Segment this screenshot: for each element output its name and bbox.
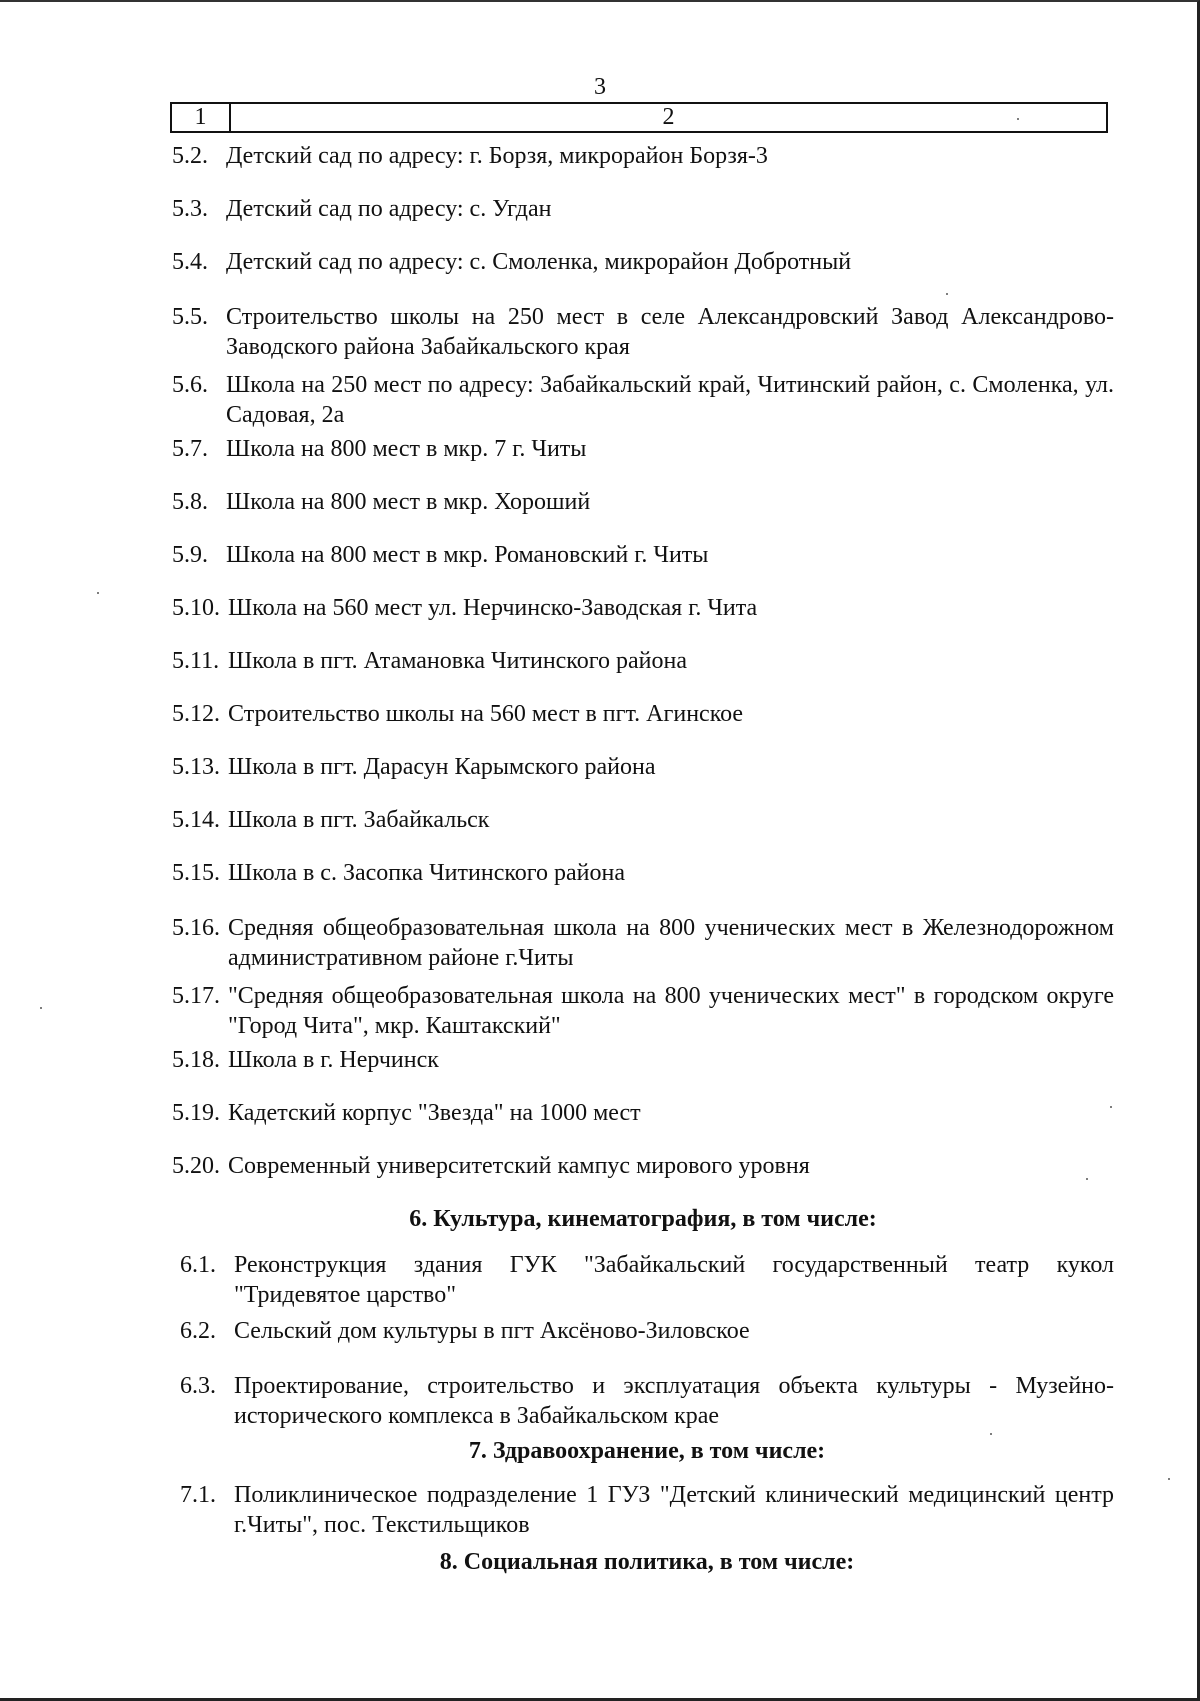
item-number: 5.18. [172, 1047, 220, 1073]
item-text: Реконструкция здания ГУК "Забайкальский государственный театр кукол "Тридевятое царство" [234, 1252, 1114, 1308]
list-item [172, 1151, 1114, 1181]
item-text: Школа в пгт. Атамановка Читинского района [228, 648, 687, 674]
item-text: Строительство школы на 560 мест в пгт. Агинское [228, 701, 744, 727]
scan-speck [97, 592, 99, 594]
item-text: Сельский дом культуры в пгт Аксёново-Зиловское [234, 1318, 750, 1344]
item-text: Школа на 560 мест ул. Нерчинско-Заводская г. Чита [228, 595, 758, 621]
item-number: 6.3. [180, 1373, 216, 1399]
item-number: 5.12. [172, 701, 220, 727]
page-number: 3 [594, 74, 606, 100]
item-text: Кадетский корпус "Звезда" на 1000 мест [228, 1100, 641, 1126]
section-heading-culture: 6. Культура, кинематография, в том числе: [409, 1206, 877, 1232]
scan-speck [1168, 1478, 1170, 1480]
list-item [172, 540, 1114, 570]
item-number: 5.8. [172, 489, 208, 515]
item-number: 7.1. [180, 1482, 216, 1508]
column-1-number: 1 [172, 104, 231, 131]
item-number: 5.5. [172, 304, 208, 330]
section-heading-healthcare: 7. Здравоохранение, в том числе: [468, 1438, 826, 1464]
list-item [172, 247, 1114, 277]
scan-speck [1086, 1178, 1088, 1180]
list-item [172, 646, 1114, 676]
item-text: Поликлиническое подразделение 1 ГУЗ "Детский клинический медицинский центр г.Читы", пос. Текстильщиков [234, 1482, 1114, 1538]
item-number: 6.2. [180, 1318, 216, 1344]
list-item [172, 1045, 1114, 1075]
item-number: 5.15. [172, 860, 220, 886]
item-text: Школа на 800 мест в мкр. Романовский г. Читы [226, 542, 709, 568]
list-item [172, 805, 1114, 835]
item-text: Школа в пгт. Дарасун Карымского района [228, 754, 656, 780]
item-text: Школа на 800 мест в мкр. 7 г. Читы [226, 436, 587, 462]
table-column-header [170, 102, 1108, 133]
list-item [172, 593, 1114, 623]
list-item [172, 858, 1114, 888]
scan-speck [946, 293, 948, 295]
item-text: "Средняя общеобразовательная школа на 800 ученических мест" в городском округе "Город Чита", мкр. Каштакский" [228, 983, 1114, 1039]
list-item [172, 981, 1114, 1041]
list-item [180, 1371, 1114, 1431]
list-item [172, 194, 1114, 224]
list-item [172, 913, 1114, 973]
item-text: Школа в с. Засопка Читинского района [228, 860, 626, 886]
scan-speck [1110, 1106, 1112, 1108]
item-number: 5.7. [172, 436, 208, 462]
item-number: 5.11. [172, 648, 220, 674]
list-item [180, 1480, 1114, 1540]
item-text: Проектирование, строительство и эксплуатация объекта культуры - Музейно-исторического комплекса в Забайкальском крае [234, 1373, 1114, 1429]
item-text: Строительство школы на 250 мест в селе Александровский Завод Александрово-Заводского района Забайкальского края [226, 304, 1114, 360]
list-item [172, 752, 1114, 782]
item-text: Школа на 250 мест по адресу: Забайкальский край, Читинский район, с. Смоленка, ул. Садовая, 2а [226, 372, 1114, 428]
item-text: Детский сад по адресу: с. Угдан [226, 196, 552, 222]
list-item [172, 699, 1114, 729]
list-item [172, 487, 1114, 517]
item-number: 5.20. [172, 1153, 220, 1179]
list-item [180, 1250, 1114, 1310]
scan-speck [40, 1007, 42, 1009]
item-number: 5.10. [172, 595, 220, 621]
list-item [172, 434, 1114, 464]
item-text: Современный университетский кампус мирового уровня [228, 1153, 810, 1179]
item-number: 5.4. [172, 249, 208, 275]
item-text: Школа на 800 мест в мкр. Хороший [226, 489, 591, 515]
item-number: 6.1. [180, 1252, 216, 1278]
column-2-number: 2 [662, 104, 675, 130]
item-number: 5.2. [172, 143, 208, 169]
list-item [172, 370, 1114, 430]
item-text: Средняя общеобразовательная школа на 800 ученических мест в Железнодорожном административном районе г.Читы [228, 915, 1114, 971]
item-text: Детский сад по адресу: с. Смоленка, микрорайон Добротный [226, 249, 852, 275]
item-number: 5.13. [172, 754, 220, 780]
scan-speck [990, 1433, 992, 1435]
list-item [180, 1316, 1114, 1346]
section-heading-social-policy: 8. Социальная политика, в том числе: [439, 1549, 855, 1575]
item-text: Школа в пгт. Забайкальск [228, 807, 490, 833]
list-item [172, 141, 1114, 171]
list-item [172, 302, 1114, 362]
item-number: 5.9. [172, 542, 208, 568]
scan-speck [1017, 118, 1019, 120]
list-item [172, 1098, 1114, 1128]
item-text: Детский сад по адресу: г. Борзя, микрорайон Борзя-3 [226, 143, 768, 169]
item-number: 5.16. [172, 915, 220, 941]
item-number: 5.3. [172, 196, 208, 222]
item-number: 5.19. [172, 1100, 220, 1126]
item-text: Школа в г. Нерчинск [228, 1047, 439, 1073]
item-number: 5.17. [172, 983, 220, 1009]
item-number: 5.14. [172, 807, 220, 833]
item-number: 5.6. [172, 372, 208, 398]
